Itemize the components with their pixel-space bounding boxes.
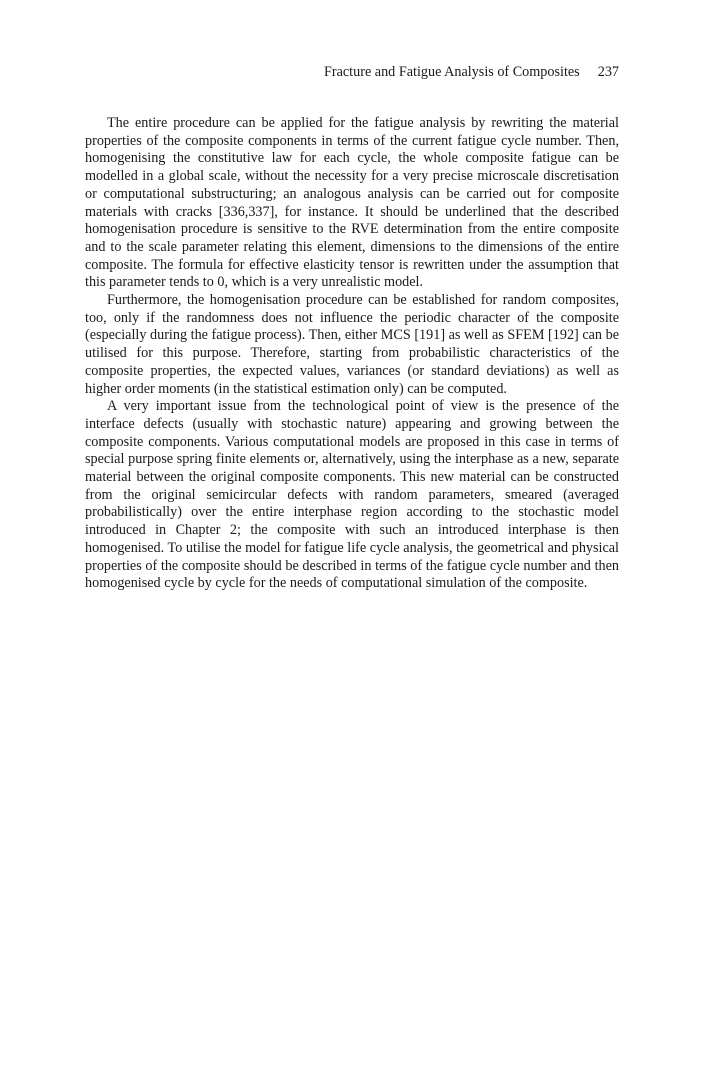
book-page [85,62,619,593]
paragraph-interface-defects: A very important issue from the technological point of view is the presence of the interface defects (usually with stochastic nature) appearing and growing between the composite components. Various computational models are proposed in this case in terms of special purpose spring finite elements or, alternatively, using the interphase as a new, separate material between the original composite components. This new material can be constructed from the original semicircular defects with random parameters, smeared (averaged probabilistically) over the entire interphase region according to the stochastic model introduced in Chapter 2; the composite with such an introduced interphase is then homogenised. To utilise the model for fatigue life cycle analysis, the geometrical and physical properties of the composite should be described in terms of the fatigue cycle number and then homogenised cycle by cycle for the needs of computational simulation of the composite. [85,398,619,592]
page-number: 237 [597,64,619,80]
running-head-title: Fracture and Fatigue Analysis of Composites [323,64,580,80]
paragraph-fatigue-homogenisation: The entire procedure can be applied for the fatigue analysis by rewriting the material properties of the composite components in terms of the current fatigue cycle number. Then, homogenising the constitutive law for each cycle, the whole composite fatigue can be modelled in a global scale, without the necessity for a very precise microscale discretisation or computational substructuring; an analogous analysis can be carried out for composite materials with cracks [336,337], for instance. It should be underlined that the described homogenisation procedure is sensitive to the RVE determination from the entire composite and to the scale parameter relating this element, dimensions to the dimensions of the entire composite. The formula for effective elasticity tensor is rewritten under the assumption that this parameter tends to 0, which is a very unrealistic model. [85,115,619,291]
running-head [85,62,619,82]
body-text [85,115,619,593]
paragraph-random-composites: Furthermore, the homogenisation procedure can be established for random composites, too, only if the randomness does not influence the periodic character of the composite (especially during the fatigue process). Then, either MCS [191] as well as SFEM [192] can be utilised for this purpose. Therefore, starting from probabilistic characteristics of the composite properties, the expected values, variances (or standard deviations) as well as higher order moments (in the statistical estimation only) can be computed. [85,292,619,397]
